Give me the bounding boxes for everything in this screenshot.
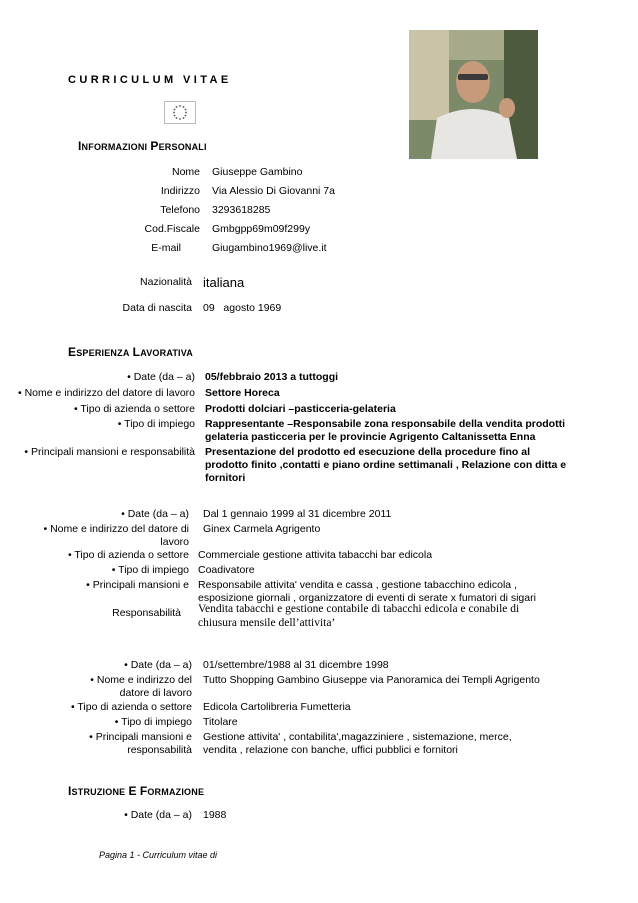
job2-employer-label-line2: lavoro <box>160 536 189 548</box>
job3-duties-line1: Gestione attivita' , contabilita',magazziniere , sistemazione, merce, <box>203 731 512 743</box>
section-work-text: ESPERIENZA LAVORATIVA <box>68 345 193 359</box>
nationality-value: italiana <box>203 275 245 290</box>
profile-photo <box>409 30 538 159</box>
birth-date-label: Data di nascita <box>122 302 192 314</box>
job3-employer-value: Tutto Shopping Gambino Giuseppe via Panoramica dei Templi Agrigento <box>203 674 540 686</box>
job3-role-label: • Tipo di impiego <box>114 716 192 728</box>
job2-duties-line2: esposizione giornali , organizzatore di eventi di serate x fumatori di sigari <box>198 592 536 604</box>
job2-employer-label-line1: • Nome e indirizzo del datore di <box>43 523 189 535</box>
job3-duties-label-line1: • Principali mansioni e <box>89 731 192 743</box>
job1-role-line1: Rappresentante –Responsabile zona responsabile della vendita prodotti <box>205 418 565 430</box>
job2-sector-value: Commerciale gestione attivita tabacchi bar edicola <box>198 549 433 561</box>
birth-date-value: 09 agosto 1969 <box>203 302 282 314</box>
phone-label: Telefono <box>160 204 200 216</box>
job3-role-value: Titolare <box>203 716 238 728</box>
section-title-education <box>68 784 204 798</box>
job1-duties-label: • Principali mansioni e responsabilità <box>24 446 195 458</box>
section-education-text: ISTRUZIONE E FORMAZIONE <box>68 784 205 798</box>
tax-code-value: Gmbgpp69m09f299y <box>212 223 311 235</box>
job2-sector-label: • Tipo di azienda o settore <box>67 549 189 561</box>
job3-duties-line2: vendita , relazione con banche, uffici pubblici e fornitori <box>203 744 458 756</box>
job2-responsibility-line2: chiusura mensile dell’attivita’ <box>198 617 336 629</box>
job3-sector-label: • Tipo di azienda o settore <box>70 701 192 713</box>
job3-employer-label-line1: • Nome e indirizzo del <box>90 674 192 686</box>
job3-employer-label-line2: datore di lavoro <box>119 687 192 699</box>
job1-sector-value: Prodotti dolciari –pasticceria-gelateria <box>205 403 396 415</box>
address-label: Indirizzo <box>160 185 200 197</box>
job3-date-label: • Date (da – a) <box>124 659 192 671</box>
job3-sector-value: Edicola Cartolibreria Fumetteria <box>203 701 351 713</box>
job2-date-label: • Date (da – a) <box>121 508 189 520</box>
job2-duties-line1: Responsabile attivita' vendita e cassa , gestione tabacchino edicola , <box>198 579 517 591</box>
eu-flag-logo <box>164 101 196 124</box>
cv-title: CURRICULUM VITAE <box>68 74 232 86</box>
job1-sector-label: • Tipo di azienda o settore <box>73 403 195 415</box>
job2-responsibility-label: Responsabilità <box>112 607 181 619</box>
section-title-work <box>68 345 193 359</box>
address-value: Via Alessio Di Giovanni 7a <box>212 185 335 197</box>
job1-duties-line1: Presentazione del prodotto ed esecuzione della procedure fino al <box>205 446 530 458</box>
tax-code-label: Cod.Fiscale <box>144 223 200 235</box>
job2-role-value: Coadivatore <box>198 564 255 576</box>
job1-role-line2: gelateria pasticceria per le provincie Agrigento Caltanissetta Enna <box>205 431 536 443</box>
section-personal-text: INFORMAZIONI PERSONALI <box>78 139 207 153</box>
section-title-personal <box>78 139 207 153</box>
name-label: Nome <box>171 166 200 178</box>
job2-employer-value: Ginex Carmela Agrigento <box>203 523 321 535</box>
job1-date-label: • Date (da – a) <box>127 371 195 383</box>
job2-role-label: • Tipo di impiego <box>111 564 189 576</box>
education-date-value: 1988 <box>203 809 227 821</box>
job1-role-label: • Tipo di impiego <box>117 418 195 430</box>
eu-stars-icon <box>165 102 195 123</box>
phone-value: 3293618285 <box>212 204 271 216</box>
job1-date-value: 05/febbraio 2013 a tuttoggi <box>205 371 339 383</box>
education-date-label: • Date (da – a) <box>124 809 192 821</box>
job2-date-value: Dal 1 gennaio 1999 al 31 dicembre 2011 <box>203 508 392 520</box>
job1-duties-line2: prodotto finito ,contatti e piano ordine settimanali , Relazione con ditta e <box>205 459 567 471</box>
job2-duties-label: • Principali mansioni e <box>86 579 189 591</box>
job1-duties-line3: fornitori <box>205 472 246 484</box>
name-value: Giuseppe Gambino <box>212 166 303 178</box>
job1-employer-label: • Nome e indirizzo del datore di lavoro <box>17 387 195 399</box>
email-label: E-mail <box>151 242 181 254</box>
job2-responsibility-line1: Vendita tabacchi e gestione contabile di tabacchi edicola e conabile di <box>198 603 520 615</box>
nationality-label: Nazionalità <box>140 276 192 288</box>
job1-employer-value: Settore Horeca <box>205 387 280 399</box>
job3-date-value: 01/settembre/1988 al 31 dicembre 1998 <box>203 659 389 671</box>
job3-duties-label-line2: responsabilità <box>127 744 192 756</box>
email-value: Giugambino1969@live.it <box>212 242 327 254</box>
page-footer: Pagina 1 - Curriculum vitae di <box>99 850 218 860</box>
